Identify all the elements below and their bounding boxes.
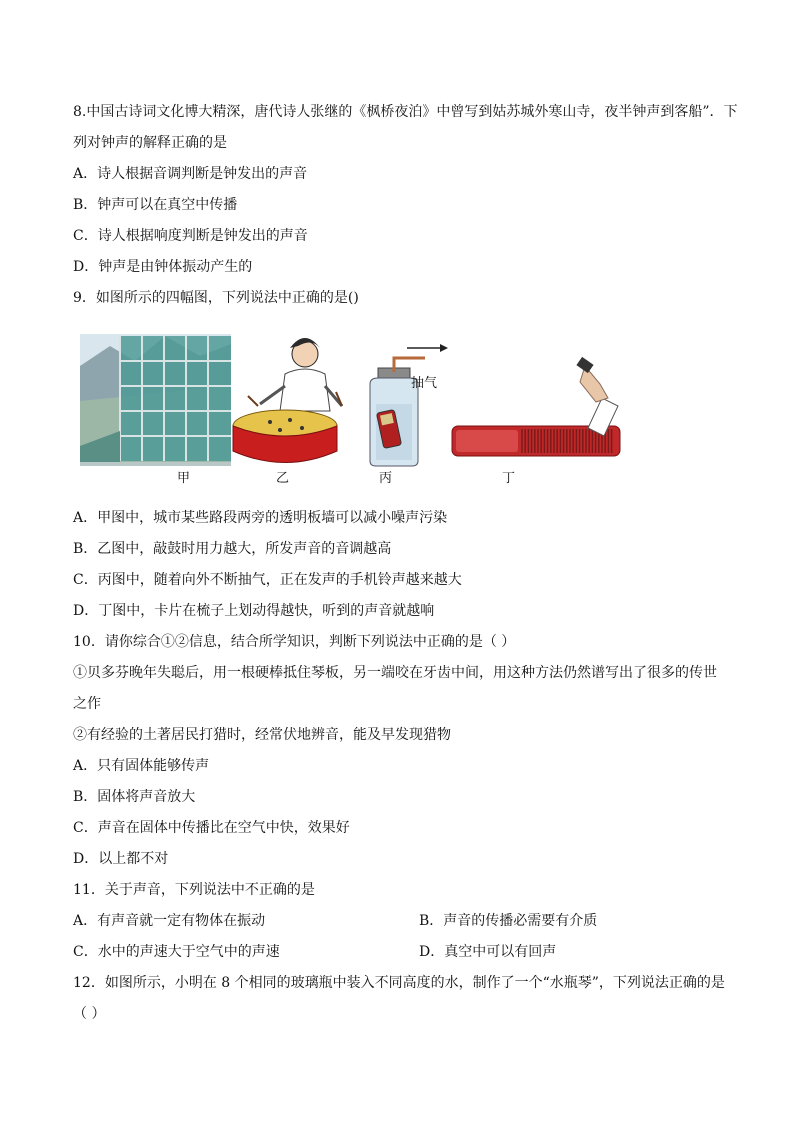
q8-option-b: B．钟声可以在真空中传播 (73, 197, 238, 213)
q8-stem-line2: 列对钟声的解释正确的是 (73, 135, 227, 151)
q8-option-d: D．钟声是由钟体振动产生的 (73, 259, 253, 275)
q10-option-c: C．声音在固体中传播比在空气中快，效果好 (73, 820, 350, 836)
noise-barrier-wall-image (80, 334, 231, 466)
q9-option-d: D．丁图中，卡片在梳子上划动得越快，听到的声音就越响 (73, 603, 435, 619)
q10-option-a: A．只有固体能够传声 (73, 758, 210, 774)
q11-option-c: C．水中的声速大于空气中的声速 (73, 944, 280, 960)
caption-ding: 丁 (502, 471, 516, 486)
q11-row2 (73, 943, 723, 961)
q11-option-a: A．有声音就一定有物体在振动 (73, 913, 266, 929)
q9-option-a: A．甲图中，城市某些路段两旁的透明板墙可以减小噪声污染 (73, 510, 448, 526)
comb-card-image (452, 357, 620, 456)
q11-stem: 11．关于声音，下列说法中不正确的是 (73, 882, 315, 898)
q9-stem: 9．如图所示的四幅图，下列说法中正确的是() (73, 290, 359, 306)
pump-label: 抽气 (411, 376, 438, 391)
q9-figure (80, 326, 640, 496)
q11-option-d: D．真空中可以有回声 (419, 944, 557, 960)
caption-bing: 丙 (379, 471, 393, 486)
q8-option-c: C．诗人根据响度判断是钟发出的声音 (73, 228, 308, 244)
q10-option-b: B．固体将声音放大 (73, 789, 196, 805)
q12-stem: 12．如图所示，小明在 8 个相同的玻璃瓶中装入不同高度的水，制作了一个“水瓶琴”，下列说法正确的是 (73, 975, 725, 991)
q9-option-c: C．丙图中，随着向外不断抽气，正在发声的手机铃声越来越大 (73, 572, 462, 588)
q12-blank: （ ） (73, 1006, 106, 1022)
q10-info1-line1: ①贝多芬晚年失聪后，用一根硬棒抵住琴板，另一端咬在牙齿中间，用这种方法仍然谱写出了很多的传世 (73, 665, 717, 681)
q11-row1 (73, 912, 723, 930)
q10-info1-line2: 之作 (73, 696, 101, 712)
q10-info2: ②有经验的土著居民打猎时，经常伏地辨音，能及早发现猎物 (73, 727, 451, 743)
q10-option-d: D．以上都不对 (73, 851, 169, 867)
q9-option-b: B．乙图中，敲鼓时用力越大，所发声音的音调越高 (73, 541, 392, 557)
q10-stem: 10．请你综合①②信息，结合所学知识，判断下列说法中正确的是（ ） (73, 634, 516, 650)
q8-stem-line1: 8.中国古诗词文化博大精深，唐代诗人张继的《枫桥夜泊》中曾写到姑苏城外寒山寺，夜半钟声到客船”．下 (73, 104, 738, 120)
drummer-drum-image (233, 338, 342, 463)
caption-jia: 甲 (177, 471, 191, 486)
phone-in-jar-image (370, 344, 448, 466)
q11-option-b: B．声音的传播必需要有介质 (419, 913, 598, 929)
q8-option-a: A．诗人根据音调判断是钟发出的声音 (73, 166, 308, 182)
caption-yi: 乙 (276, 471, 290, 486)
